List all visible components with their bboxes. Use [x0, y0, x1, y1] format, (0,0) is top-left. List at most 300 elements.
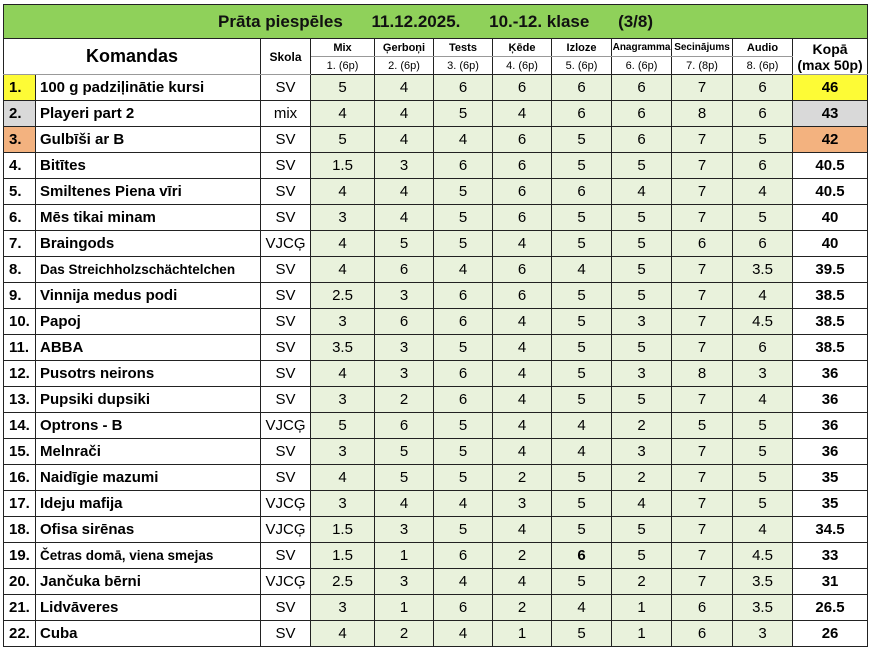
rank-cell: 8.	[4, 257, 36, 283]
score-cell: 3	[612, 309, 672, 335]
school-cell: SV	[261, 309, 311, 335]
score-cell: 4	[434, 491, 493, 517]
category-points: 3. (6p)	[434, 57, 493, 75]
score-cell: 4	[311, 465, 375, 491]
rank-cell: 11.	[4, 335, 36, 361]
rank-cell: 19.	[4, 543, 36, 569]
score-cell: 3	[311, 387, 375, 413]
team-name-cell: Das Streichholzschächtelchen	[36, 257, 261, 283]
score-cell: 7	[672, 491, 733, 517]
score-cell: 6	[434, 543, 493, 569]
score-cell: 7	[672, 465, 733, 491]
total-cell: 35	[793, 491, 868, 517]
title-row	[4, 5, 868, 39]
score-cell: 3	[375, 283, 434, 309]
score-cell: 4	[493, 439, 552, 465]
table-row	[4, 439, 868, 465]
score-cell: 5	[552, 621, 612, 647]
score-cell: 5	[434, 231, 493, 257]
score-cell: 6	[552, 179, 612, 205]
score-cell: 5	[612, 257, 672, 283]
quiz-round: (3/8)	[618, 11, 654, 31]
score-cell: 6	[672, 231, 733, 257]
school-cell: mix	[261, 101, 311, 127]
score-cell: 6	[493, 283, 552, 309]
school-cell: SV	[261, 283, 311, 309]
score-cell: 3	[375, 569, 434, 595]
score-cell: 3.5	[311, 335, 375, 361]
score-cell: 5	[552, 205, 612, 231]
score-cell: 5	[733, 127, 793, 153]
table-row	[4, 231, 868, 257]
category-header: Audio	[733, 39, 793, 57]
team-name-cell: Papoj	[36, 309, 261, 335]
school-cell: VJCĢ	[261, 491, 311, 517]
total-cell: 36	[793, 387, 868, 413]
total-cell: 36	[793, 413, 868, 439]
score-cell: 4	[493, 413, 552, 439]
school-cell: SV	[261, 179, 311, 205]
rank-cell: 1.	[4, 75, 36, 101]
score-cell: 5	[434, 465, 493, 491]
total-cell: 46	[793, 75, 868, 101]
category-points: 7. (8p)	[672, 57, 733, 75]
team-name-cell: Lidvāveres	[36, 595, 261, 621]
score-cell: 4	[311, 179, 375, 205]
score-cell: 6	[493, 127, 552, 153]
rank-cell: 12.	[4, 361, 36, 387]
school-cell: SV	[261, 387, 311, 413]
rank-cell: 5.	[4, 179, 36, 205]
score-cell: 2	[493, 543, 552, 569]
score-cell: 5	[434, 335, 493, 361]
team-name-cell: Pupsiki dupsiki	[36, 387, 261, 413]
school-cell: SV	[261, 621, 311, 647]
total-cell: 26	[793, 621, 868, 647]
total-cell: 40	[793, 205, 868, 231]
table-row	[4, 309, 868, 335]
score-cell: 5	[612, 517, 672, 543]
score-cell: 3	[311, 309, 375, 335]
score-cell: 2	[612, 569, 672, 595]
team-name-cell: 100 g padziļinātie kursi	[36, 75, 261, 101]
score-cell: 6	[733, 153, 793, 179]
score-cell: 4	[434, 257, 493, 283]
score-cell: 5	[375, 465, 434, 491]
score-cell: 3	[375, 517, 434, 543]
score-cell: 4	[493, 335, 552, 361]
rank-cell: 2.	[4, 101, 36, 127]
category-header: Ģerboņi	[375, 39, 434, 57]
rank-cell: 16.	[4, 465, 36, 491]
score-cell: 4	[311, 231, 375, 257]
total-cell: 33	[793, 543, 868, 569]
team-name-cell: Smiltenes Piena vīri	[36, 179, 261, 205]
score-cell: 5	[434, 101, 493, 127]
score-cell: 7	[672, 257, 733, 283]
table-row	[4, 387, 868, 413]
results-table	[3, 4, 868, 647]
table-row	[4, 491, 868, 517]
score-cell: 5	[552, 231, 612, 257]
score-cell: 2	[375, 621, 434, 647]
school-cell: SV	[261, 543, 311, 569]
score-cell: 1	[612, 621, 672, 647]
total-cell: 40.5	[793, 179, 868, 205]
total-cell: 36	[793, 439, 868, 465]
score-cell: 4	[434, 621, 493, 647]
school-cell: VJCĢ	[261, 569, 311, 595]
score-cell: 2	[493, 465, 552, 491]
quiz-name: Prāta piespēles	[218, 11, 343, 31]
score-cell: 5	[552, 283, 612, 309]
team-name-cell: Braingods	[36, 231, 261, 257]
table-row	[4, 465, 868, 491]
score-cell: 6	[493, 75, 552, 101]
score-cell: 1	[612, 595, 672, 621]
team-name-cell: Mēs tikai minam	[36, 205, 261, 231]
score-cell: 5	[434, 413, 493, 439]
category-header: Tests	[434, 39, 493, 57]
score-cell: 7	[672, 283, 733, 309]
score-cell: 7	[672, 517, 733, 543]
results-sheet	[3, 4, 868, 647]
team-name-cell: Melnrači	[36, 439, 261, 465]
score-cell: 4	[733, 283, 793, 309]
score-cell: 5	[311, 413, 375, 439]
score-cell: 4	[375, 101, 434, 127]
rank-cell: 7.	[4, 231, 36, 257]
category-header: Ķēde	[493, 39, 552, 57]
score-cell: 4	[493, 309, 552, 335]
total-cell: 40	[793, 231, 868, 257]
score-cell: 1	[493, 621, 552, 647]
score-cell: 3	[311, 595, 375, 621]
score-cell: 5	[552, 517, 612, 543]
score-cell: 6	[434, 283, 493, 309]
score-cell: 3	[493, 491, 552, 517]
score-cell: 4	[311, 361, 375, 387]
team-name-cell: Optrons - B	[36, 413, 261, 439]
table-row	[4, 595, 868, 621]
total-cell: 35	[793, 465, 868, 491]
score-cell: 1.5	[311, 153, 375, 179]
team-name-cell: Naidīgie mazumi	[36, 465, 261, 491]
school-cell: VJCĢ	[261, 517, 311, 543]
total-cell: 38.5	[793, 283, 868, 309]
score-cell: 6	[733, 101, 793, 127]
score-cell: 6	[434, 387, 493, 413]
score-cell: 4	[493, 361, 552, 387]
team-name-cell: Gulbīši ar B	[36, 127, 261, 153]
score-cell: 7	[672, 439, 733, 465]
total-header-line2: (max 50p)	[797, 56, 863, 73]
score-cell: 5	[311, 75, 375, 101]
score-cell: 5	[375, 231, 434, 257]
team-column-header: Komandas	[4, 39, 261, 75]
score-cell: 5	[612, 205, 672, 231]
rank-cell: 21.	[4, 595, 36, 621]
category-points: 8. (6p)	[733, 57, 793, 75]
score-cell: 4	[493, 231, 552, 257]
score-cell: 5	[552, 335, 612, 361]
score-cell: 6	[672, 621, 733, 647]
score-cell: 6	[672, 595, 733, 621]
table-row	[4, 543, 868, 569]
category-header: Secinājums	[672, 39, 733, 57]
score-cell: 6	[493, 205, 552, 231]
score-cell: 5	[375, 439, 434, 465]
rank-cell: 18.	[4, 517, 36, 543]
score-cell: 6	[375, 413, 434, 439]
total-cell: 39.5	[793, 257, 868, 283]
table-row	[4, 205, 868, 231]
total-cell: 42	[793, 127, 868, 153]
score-cell: 5	[552, 387, 612, 413]
score-cell: 4	[552, 413, 612, 439]
rank-cell: 14.	[4, 413, 36, 439]
school-cell: SV	[261, 257, 311, 283]
rank-cell: 15.	[4, 439, 36, 465]
rank-cell: 3.	[4, 127, 36, 153]
score-cell: 4.5	[733, 309, 793, 335]
category-points: 1. (6p)	[311, 57, 375, 75]
score-cell: 5	[552, 127, 612, 153]
school-cell: SV	[261, 439, 311, 465]
score-cell: 6	[552, 75, 612, 101]
score-cell: 7	[672, 127, 733, 153]
score-cell: 6	[434, 75, 493, 101]
score-cell: 5	[552, 465, 612, 491]
score-cell: 2.5	[311, 283, 375, 309]
score-cell: 6	[733, 75, 793, 101]
score-cell: 4	[733, 387, 793, 413]
total-header-line1: Kopā	[812, 40, 848, 57]
school-cell: SV	[261, 595, 311, 621]
score-cell: 5	[612, 153, 672, 179]
table-row	[4, 621, 868, 647]
score-cell: 4	[493, 569, 552, 595]
score-cell: 3	[311, 439, 375, 465]
score-cell: 6	[434, 361, 493, 387]
score-cell: 6	[375, 309, 434, 335]
score-cell: 3	[612, 361, 672, 387]
total-cell: 43	[793, 101, 868, 127]
score-cell: 6	[552, 101, 612, 127]
score-cell: 5	[672, 413, 733, 439]
total-cell: 34.5	[793, 517, 868, 543]
rank-cell: 20.	[4, 569, 36, 595]
score-cell: 3	[311, 491, 375, 517]
score-cell: 5	[733, 465, 793, 491]
score-cell: 5	[733, 413, 793, 439]
table-row	[4, 361, 868, 387]
category-header: Izloze	[552, 39, 612, 57]
score-cell: 4	[552, 257, 612, 283]
score-cell: 4	[375, 491, 434, 517]
score-cell: 3	[375, 153, 434, 179]
rank-cell: 4.	[4, 153, 36, 179]
score-cell: 5	[552, 309, 612, 335]
table-row	[4, 101, 868, 127]
category-points: 6. (6p)	[612, 57, 672, 75]
score-cell: 5	[552, 569, 612, 595]
score-cell: 3	[612, 439, 672, 465]
total-cell: 31	[793, 569, 868, 595]
school-cell: SV	[261, 205, 311, 231]
quiz-date: 11.12.2025.	[371, 11, 461, 31]
score-cell: 4	[375, 127, 434, 153]
score-cell: 7	[672, 309, 733, 335]
score-cell: 5	[612, 387, 672, 413]
school-cell: SV	[261, 335, 311, 361]
total-cell: 38.5	[793, 335, 868, 361]
score-cell: 5	[612, 283, 672, 309]
score-cell: 1.5	[311, 543, 375, 569]
score-cell: 3	[311, 205, 375, 231]
score-cell: 6	[375, 257, 434, 283]
score-cell: 6	[612, 75, 672, 101]
score-cell: 4	[612, 179, 672, 205]
score-cell: 6	[612, 101, 672, 127]
score-cell: 7	[672, 179, 733, 205]
total-cell: 26.5	[793, 595, 868, 621]
category-header: Anagramma	[612, 39, 672, 57]
score-cell: 7	[672, 569, 733, 595]
table-row	[4, 517, 868, 543]
team-name-cell: Playeri part 2	[36, 101, 261, 127]
team-name-cell: Ofisa sirēnas	[36, 517, 261, 543]
score-cell: 4	[493, 101, 552, 127]
score-cell: 4	[733, 517, 793, 543]
score-cell: 4	[311, 101, 375, 127]
total-cell: 40.5	[793, 153, 868, 179]
score-cell: 3	[733, 361, 793, 387]
score-cell: 5	[612, 231, 672, 257]
score-cell: 6	[434, 595, 493, 621]
quiz-grade: 10.-12. klase	[489, 11, 590, 31]
score-cell: 2	[612, 413, 672, 439]
score-cell: 4	[493, 387, 552, 413]
table-row	[4, 127, 868, 153]
score-cell: 2	[375, 387, 434, 413]
score-cell: 6	[434, 309, 493, 335]
school-cell: SV	[261, 361, 311, 387]
score-cell: 5	[434, 439, 493, 465]
score-cell: 3	[733, 621, 793, 647]
school-cell: SV	[261, 153, 311, 179]
category-points: 5. (6p)	[552, 57, 612, 75]
table-row	[4, 283, 868, 309]
school-cell: SV	[261, 465, 311, 491]
score-cell: 5	[733, 205, 793, 231]
team-name-cell: Jančuka bērni	[36, 569, 261, 595]
score-cell: 5	[552, 361, 612, 387]
rank-cell: 17.	[4, 491, 36, 517]
score-cell: 4	[375, 75, 434, 101]
score-cell: 1.5	[311, 517, 375, 543]
table-row	[4, 335, 868, 361]
score-cell: 5	[434, 179, 493, 205]
team-name-cell: Četras domā, viena smejas	[36, 543, 261, 569]
score-cell: 5	[311, 127, 375, 153]
score-cell: 1	[375, 595, 434, 621]
score-cell: 3	[375, 361, 434, 387]
rank-cell: 9.	[4, 283, 36, 309]
score-cell: 6	[733, 231, 793, 257]
score-cell: 2	[493, 595, 552, 621]
score-cell: 4	[434, 569, 493, 595]
rank-cell: 10.	[4, 309, 36, 335]
score-cell: 4	[612, 491, 672, 517]
score-cell: 5	[733, 439, 793, 465]
score-cell: 6	[434, 153, 493, 179]
score-cell: 4	[375, 179, 434, 205]
score-cell: 1	[375, 543, 434, 569]
score-cell: 5	[552, 153, 612, 179]
score-cell: 7	[672, 387, 733, 413]
score-cell: 7	[672, 335, 733, 361]
score-cell: 6	[493, 179, 552, 205]
score-cell: 5	[733, 491, 793, 517]
score-cell: 6	[493, 257, 552, 283]
score-cell: 4	[375, 205, 434, 231]
table-row	[4, 153, 868, 179]
score-cell: 2.5	[311, 569, 375, 595]
team-name-cell: Ideju mafija	[36, 491, 261, 517]
score-cell: 3	[375, 335, 434, 361]
score-cell: 3.5	[733, 257, 793, 283]
school-column-header: Skola	[261, 39, 311, 75]
category-header: Mix	[311, 39, 375, 57]
score-cell: 7	[672, 205, 733, 231]
score-cell: 7	[672, 75, 733, 101]
total-cell: 38.5	[793, 309, 868, 335]
score-cell: 8	[672, 101, 733, 127]
score-cell: 4	[552, 595, 612, 621]
score-cell: 6	[612, 127, 672, 153]
team-name-cell: Bitītes	[36, 153, 261, 179]
header-row	[4, 39, 868, 57]
school-cell: SV	[261, 127, 311, 153]
score-cell: 3.5	[733, 595, 793, 621]
score-cell: 2	[612, 465, 672, 491]
score-cell: 5	[434, 517, 493, 543]
score-cell: 4	[733, 179, 793, 205]
score-cell: 6	[552, 543, 612, 569]
score-cell: 4	[552, 439, 612, 465]
score-cell: 5	[612, 543, 672, 569]
table-row	[4, 569, 868, 595]
score-cell: 5	[612, 335, 672, 361]
rank-cell: 6.	[4, 205, 36, 231]
school-cell: VJCĢ	[261, 413, 311, 439]
score-cell: 5	[552, 491, 612, 517]
school-cell: VJCĢ	[261, 231, 311, 257]
score-cell: 6	[493, 153, 552, 179]
total-cell: 36	[793, 361, 868, 387]
team-name-cell: Cuba	[36, 621, 261, 647]
score-cell: 7	[672, 153, 733, 179]
score-cell: 4	[493, 517, 552, 543]
team-name-cell: ABBA	[36, 335, 261, 361]
score-cell: 3.5	[733, 569, 793, 595]
table-title	[4, 5, 868, 39]
team-name-cell: Vinnija medus podi	[36, 283, 261, 309]
table-row	[4, 413, 868, 439]
table-row	[4, 179, 868, 205]
category-points: 4. (6p)	[493, 57, 552, 75]
